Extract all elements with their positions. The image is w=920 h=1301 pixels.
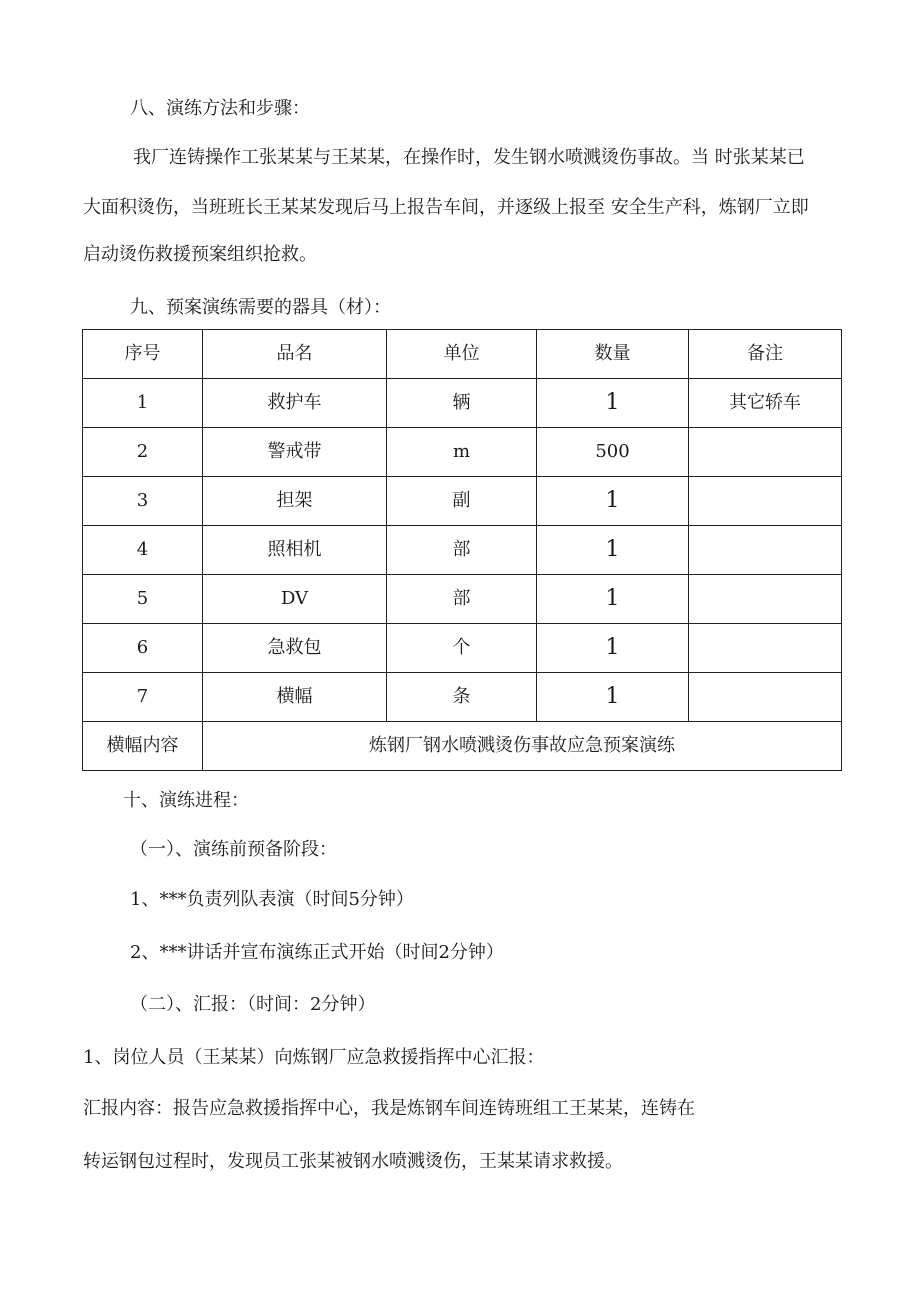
cell-item-name: 担架	[203, 477, 387, 526]
cell-unit: 副	[387, 477, 537, 526]
cell-quantity: 1	[537, 379, 689, 428]
report-content-line-2: 转运钢包过程时，发现员工张某被钢水喷溅烫伤，王某某请求救援。	[83, 1151, 623, 1172]
section-8-paragraph-line-3: 启动烫伤救援预案组织抢救。	[83, 244, 317, 265]
cell-unit: m	[387, 428, 537, 477]
cell-unit: 个	[387, 624, 537, 673]
cell-quantity: 1	[537, 575, 689, 624]
cell-unit: 条	[387, 673, 537, 722]
stage-2-heading: （二）、汇报：（时间：2分钟）	[130, 994, 376, 1015]
header-remarks: 备注	[689, 330, 842, 379]
section-8-paragraph-line-1: 我厂连铸操作工张某某与王某某，在操作时，发生钢水喷溅烫伤事故。当 时张某某已	[133, 147, 805, 168]
header-quantity: 数量	[537, 330, 689, 379]
cell-unit: 部	[387, 575, 537, 624]
table-header-row	[83, 330, 842, 379]
cell-number: 2	[83, 428, 203, 477]
cell-number: 5	[83, 575, 203, 624]
cell-remarks	[689, 673, 842, 722]
section-10-heading: 十、演练进程：	[123, 790, 249, 811]
cell-item-name: 照相机	[203, 526, 387, 575]
section-9-heading: 九、预案演练需要的器具（材）：	[130, 297, 391, 318]
cell-quantity: 1	[537, 673, 689, 722]
cell-quantity: 1	[537, 526, 689, 575]
cell-unit: 辆	[387, 379, 537, 428]
table-row	[83, 526, 842, 575]
cell-remarks	[689, 624, 842, 673]
table-row	[83, 477, 842, 526]
stage-1-item-2: 2、***讲话并宣布演练正式开始（时间2分钟）	[130, 942, 504, 963]
table-row	[83, 624, 842, 673]
header-unit: 单位	[387, 330, 537, 379]
table-row	[83, 575, 842, 624]
banner-label: 横幅内容	[83, 722, 203, 771]
cell-number: 7	[83, 673, 203, 722]
cell-item-name: 警戒带	[203, 428, 387, 477]
table-row	[83, 428, 842, 477]
cell-item-name: 横幅	[203, 673, 387, 722]
report-title: 1、岗位人员（王某某）向炼钢厂应急救援指挥中心汇报：	[83, 1047, 545, 1068]
header-number: 序号	[83, 330, 203, 379]
cell-remarks	[689, 477, 842, 526]
cell-item-name: 救护车	[203, 379, 387, 428]
cell-remarks	[689, 575, 842, 624]
cell-quantity: 1	[537, 624, 689, 673]
cell-item-name: 急救包	[203, 624, 387, 673]
cell-quantity: 1	[537, 477, 689, 526]
cell-remarks: 其它轿车	[689, 379, 842, 428]
cell-remarks	[689, 428, 842, 477]
stage-1-item-1: 1、***负责列队表演（时间5分钟）	[130, 889, 414, 910]
cell-number: 3	[83, 477, 203, 526]
cell-quantity: 500	[537, 428, 689, 477]
cell-unit: 部	[387, 526, 537, 575]
report-content-line-1: 汇报内容：报告应急救援指挥中心，我是炼钢车间连铸班组工王某某，连铸在	[83, 1098, 695, 1119]
cell-item-name: DV	[203, 575, 387, 624]
table-row	[83, 673, 842, 722]
cell-number: 4	[83, 526, 203, 575]
stage-1-heading: （一）、演练前预备阶段：	[130, 839, 337, 860]
banner-text: 炼钢厂钢水喷溅烫伤事故应急预案演练	[203, 722, 842, 771]
header-item-name: 品名	[203, 330, 387, 379]
section-8-heading: 八、演练方法和步骤：	[130, 98, 310, 119]
cell-number: 1	[83, 379, 203, 428]
table-row	[83, 379, 842, 428]
equipment-table	[82, 329, 842, 771]
cell-remarks	[689, 526, 842, 575]
section-8-paragraph-line-2: 大面积烫伤，当班班长王某某发现后马上报告车间，并逐级上报至 安全生产科，炼钢厂立即	[83, 197, 809, 218]
cell-number: 6	[83, 624, 203, 673]
banner-row	[83, 722, 842, 771]
